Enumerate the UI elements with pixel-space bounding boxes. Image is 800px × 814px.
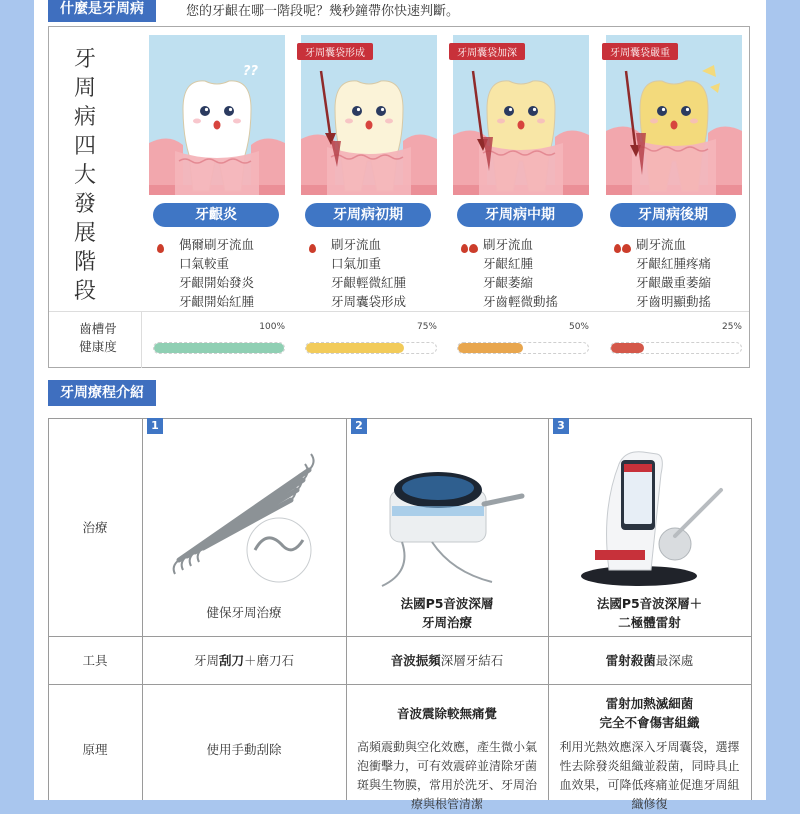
symptom-item [612,254,752,273]
health-bar-fill [154,343,284,353]
stage-name-pill: 牙周病後期 [610,203,736,227]
symptom-item [155,292,295,311]
treatment-name-line: 法國P5音波深層 [400,596,494,611]
symptom-item [459,235,599,254]
symptom-item [612,292,752,311]
symptom-list [612,235,752,311]
blood-drop-icon [469,244,478,253]
symptom-text: 刷牙流血 [483,237,534,252]
principle-title-line: 完全不會傷害組織 [599,715,700,730]
tool-suffix: 深層牙結石 [440,653,504,668]
symptom-text: 牙齦開始紅腫 [179,294,255,309]
health-label-line: 健康度 [79,339,117,354]
principle-text: 使用手動刮除 [206,742,282,757]
health-percent: 50% [568,322,589,332]
treatment-name [548,594,751,632]
question-marks: ?? [243,64,259,79]
symptom-item [459,254,599,273]
blood-drop-icon [622,244,631,253]
stage-card [301,35,437,309]
symptom-text: 口氣較重 [179,256,230,271]
health-row [49,311,749,367]
symptom-text: 口氣加重 [331,256,382,271]
treatment-name [346,594,548,632]
symptom-item [307,254,447,273]
tool-highlight: 音波振頻 [390,653,441,668]
tooth-illustration [606,35,742,195]
tool-cell [346,651,548,670]
treatment-name-line: 牙周治療 [421,615,472,630]
symptom-item [307,235,447,254]
blood-drop-icon [309,244,316,253]
symptom-text: 牙齒輕微動搖 [483,294,559,309]
symptom-item [155,254,295,273]
symptom-item [612,235,752,254]
symptom-item [155,235,295,254]
treatment-name-line: 二極體雷射 [618,615,681,630]
step-number-badge: 3 [553,418,569,434]
pocket-tag: 牙周囊袋形成 [297,43,373,60]
health-bar-track [610,342,742,354]
stage-card [453,35,589,309]
health-bar-track [153,342,285,354]
blood-drop-icon [157,244,164,253]
health-label-line: 齒槽骨 [79,321,117,336]
principle-title [548,694,751,732]
stage-card [149,35,285,309]
symptom-text: 牙齦萎縮 [483,275,534,290]
table-line [48,684,752,685]
health-divider [141,312,142,368]
stage-name-pill: 牙周病中期 [457,203,583,227]
symptom-text: 牙齦紅腫 [483,256,534,271]
principle-text: 高頻震動與空化效應，產生微小氣泡衝擊力，可有效震碎並清除牙菌斑與生物膜，常用於洗牙、牙周治療與根管清潔 [356,740,537,811]
laser-device-icon [565,440,735,590]
tool-highlight: 刮刀 [218,653,244,668]
symptom-text: 牙齒明顯動搖 [636,294,712,309]
tool-suffix: ＋磨刀石 [244,653,295,668]
section-tag-periodontal: 什麼是牙周病 [48,0,156,22]
row-label-treatment: 治療 [82,520,108,535]
symptom-item [307,292,447,311]
health-percent: 100% [259,322,285,332]
health-percent: 25% [721,322,742,332]
treatment-name: 健保牙周治療 [206,605,282,620]
symptom-item [459,273,599,292]
row-label-tool: 工具 [82,653,108,668]
section-tag-process: 牙周療程介紹 [48,380,156,406]
tool-highlight: 雷射殺菌 [605,653,656,668]
symptom-list [459,235,599,311]
blood-drop-icon [461,244,468,253]
principle-title-line: 雷射加熱滅細菌 [605,696,694,711]
health-bar-track [457,342,589,354]
scaler-tools-icon [159,440,329,590]
symptom-text: 牙齦開始發炎 [179,275,255,290]
health-bar-fill [458,343,523,353]
symptom-text: 牙齦輕微紅腫 [331,275,407,290]
blood-drop-icon [461,239,479,251]
stage-name-pill: 牙齦炎 [153,203,279,227]
row-label-principle: 原理 [82,742,108,757]
symptom-list [155,235,295,311]
symptom-text: 牙周囊袋形成 [331,294,407,309]
symptom-text: 牙齦嚴重萎縮 [636,275,712,290]
tool-prefix: 牙周 [193,653,219,668]
blood-drop-icon [614,244,621,253]
symptom-text: 刷牙流血 [331,237,382,252]
health-label [63,320,133,356]
tool-suffix: 最深處 [655,653,694,668]
health-bar-track [305,342,437,354]
principle-text: 利用光熱效應深入牙周囊袋，選擇性去除發炎組織並殺菌，同時具止血效果，可降低疼痛並促進牙周組織修復 [559,740,740,811]
tooth-icon [149,35,285,195]
tooth-illustration [149,35,285,195]
step-number-badge: 1 [147,418,163,434]
blood-drop-icon [157,239,165,251]
pocket-tag: 牙周囊袋加深 [449,43,525,60]
stage-card [606,35,742,309]
symptom-item [459,292,599,311]
symptom-list [307,235,447,311]
section-subtitle: 您的牙齦在哪一階段呢？幾秒鐘帶你快速判斷。 [186,4,460,19]
treatment-name-line: 法國P5音波深層＋ [596,596,703,611]
principle-title [346,704,548,723]
symptom-text: 偶爾刷牙流血 [179,237,255,252]
stages-panel [48,26,750,368]
health-percent: 75% [416,322,437,332]
stages-title: 牙周病四大發展階段 [73,47,96,304]
blood-drop-icon [614,239,632,251]
symptom-item [612,273,752,292]
tooth-illustration [301,35,437,195]
blood-drop-icon [309,239,317,251]
symptom-item [307,273,447,292]
treatment-table [48,418,752,811]
table-line [751,418,752,800]
symptom-item [155,273,295,292]
tool-cell [142,651,346,670]
health-bar-fill [306,343,404,353]
symptom-text: 刷牙流血 [636,237,687,252]
step-number-badge: 2 [351,418,367,434]
principle-title-line: 音波震除較無痛覺 [396,706,497,721]
tooth-illustration [453,35,589,195]
tool-cell [548,651,751,670]
symptom-text: 牙齦紅腫疼痛 [636,256,712,271]
health-bar-fill [611,343,644,353]
ultrasonic-device-icon [362,440,532,590]
pocket-tag: 牙周囊袋嚴重 [602,43,678,60]
stage-name-pill: 牙周病初期 [305,203,431,227]
table-line [48,636,752,637]
